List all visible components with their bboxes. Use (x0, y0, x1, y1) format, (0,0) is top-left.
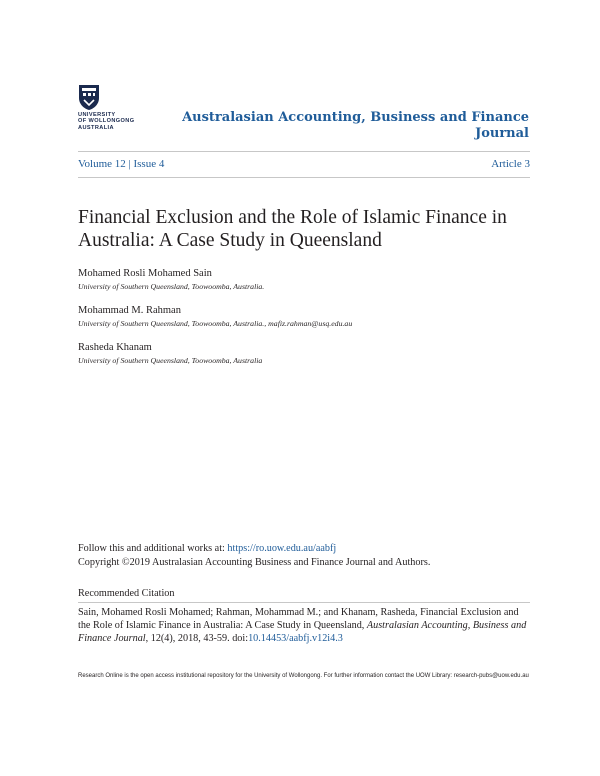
header-divider (78, 151, 530, 152)
author-affiliation: University of Southern Queensland, Toowoomba, Australia (78, 356, 263, 365)
author-name: Rasheda Khanam (78, 342, 152, 353)
author-block (78, 267, 538, 292)
author-block (78, 341, 538, 366)
university-logo (78, 84, 148, 138)
repository-link[interactable]: https://ro.uow.edu.au/aabfj (227, 543, 337, 554)
logo-line: AUSTRALIA (78, 124, 114, 131)
author-affiliation: University of Southern Queensland, Toowoomba, Australia., mafiz.rahman@usq.edu.au (78, 319, 353, 328)
recommended-citation-heading: Recommended Citation (78, 588, 175, 599)
copyright-notice: Copyright ©2019 Australasian Accounting Business and Finance Journal and Authors. (78, 557, 431, 568)
repository-footer: Research Online is the open access institutional repository for the University of Wollongong. For further information contact the UOW Library: research-pubs@uow.edu.au (78, 673, 529, 679)
paper-title: Financial Exclusion and the Role of Islamic Finance in Australia: A Case Study in Queensland (78, 207, 507, 251)
follow-line (78, 542, 538, 555)
follow-prefix: Follow this and additional works at: (78, 543, 228, 554)
logo-line: OF WOLLONGONG (78, 118, 135, 125)
citation-divider (78, 602, 530, 603)
volume-issue-line (78, 157, 530, 171)
crest-icon (78, 84, 100, 111)
author-block (78, 304, 538, 329)
recommended-citation (78, 606, 533, 645)
logo-wordmark (78, 112, 134, 131)
volume-link[interactable]: Volume 12 (78, 158, 126, 170)
issue-link[interactable]: Issue 4 (133, 158, 165, 170)
citation-journal: Australasian Accounting, Business and Finance Journal (78, 620, 527, 644)
journal-title[interactable]: Australasian Accounting, Business and Finance Journal (182, 110, 529, 141)
doi-link[interactable]: 10.14453/aabfj.v12i4.3 (248, 633, 343, 644)
citation-text: , 12(4), 2018, 43-59. doi: (145, 633, 249, 644)
author-name: Mohamed Rosli Mohamed Sain (78, 268, 212, 279)
author-affiliation: University of Southern Queensland, Toowoomba, Australia. (78, 282, 265, 291)
citation-text: Sain, Mohamed Rosli Mohamed; Rahman, Mohammad M.; and Khanam, Rasheda, Financial Exclusion and the Role of Islamic Finance in Australia: A Case Study in Queensland, (78, 607, 519, 631)
author-name: Mohammad M. Rahman (78, 305, 181, 316)
separator: | (128, 158, 134, 170)
header-divider (78, 177, 530, 178)
article-number: Article 3 (491, 158, 530, 170)
logo-line: UNIVERSITY (78, 112, 116, 118)
